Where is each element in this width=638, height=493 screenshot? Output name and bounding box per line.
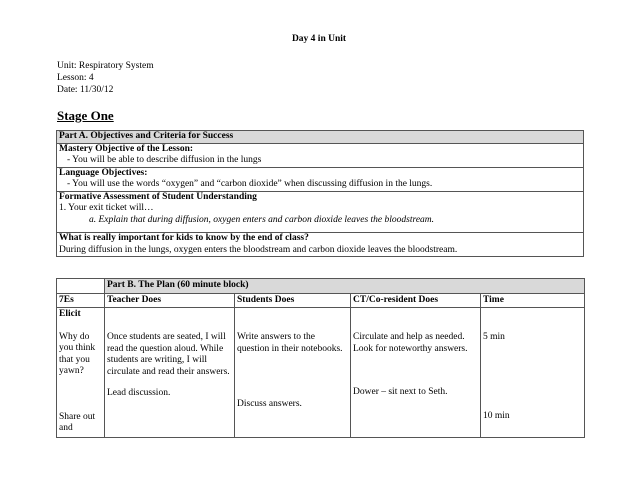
teacher-row2: Lead discussion. <box>107 388 171 398</box>
unit-line: Unit: Respiratory System <box>57 61 154 71</box>
teacher-cell <box>105 308 235 438</box>
col-ct: CT/Co-resident Does <box>351 293 481 308</box>
formative-item-2: a. Explain that during diffusion, oxygen enters and carbon dioxide leaves the bloodstream. <box>89 214 435 225</box>
students-row2: Discuss answers. <box>237 399 302 409</box>
elicit-label: Elicit <box>59 309 81 319</box>
es-row1: Why do you think that you yawn? <box>59 331 96 376</box>
teacher-gap <box>107 378 232 388</box>
time-gap <box>483 344 582 411</box>
students-spacer <box>237 309 348 332</box>
time-row1: 5 min <box>483 332 505 342</box>
document-title: Day 4 in Unit <box>291 34 347 44</box>
col-students: Students Does <box>235 293 351 308</box>
col-time: Time <box>481 293 585 308</box>
students-row1: Write answers to the question in their notebooks. <box>237 332 343 354</box>
language-item: - You will use the words “oxygen” and “carbon dioxide” when discussing diffusion in the lungs. <box>67 179 433 189</box>
date-line: Date: 11/30/12 <box>57 85 114 95</box>
part-b-table <box>56 278 585 438</box>
mastery-cell <box>57 143 584 167</box>
col-teacher: Teacher Does <box>105 293 235 308</box>
ct-cell <box>351 308 481 438</box>
lesson-line: Lesson: 4 <box>57 73 94 83</box>
es-row2: Share out and <box>59 411 96 433</box>
important-title: What is really important for kids to know by the end of class? <box>59 233 309 243</box>
ct-spacer <box>353 309 478 332</box>
time-row2: 10 min <box>483 410 510 421</box>
es-spacer <box>59 321 102 332</box>
formative-cell <box>57 191 584 233</box>
time-cell <box>481 308 585 438</box>
time-spacer <box>483 309 582 332</box>
teacher-bottom <box>107 400 232 436</box>
stage-heading: Stage One <box>57 108 114 123</box>
language-cell <box>57 167 584 191</box>
part-b-corner <box>57 279 105 294</box>
students-gap <box>237 355 348 399</box>
ct-row2: Dower – sit next to Seth. <box>353 387 448 397</box>
formative-title: Formative Assessment of Student Understanding <box>59 191 257 202</box>
language-title: Language Objectives: <box>59 167 148 178</box>
formative-spacer <box>59 226 581 232</box>
col-7es: 7Es <box>57 293 105 308</box>
teacher-row1: Once students are seated, I will read the question aloud. While students are writing, I will circulate and read their answers. <box>107 332 230 377</box>
students-cell <box>235 308 351 438</box>
mastery-item: - You will be able to describe diffusion in the lungs <box>67 155 262 165</box>
ct-gap <box>353 355 478 387</box>
teacher-spacer <box>107 309 232 332</box>
mastery-title: Mastery Objective of the Lesson: <box>59 143 194 154</box>
part-a-header: Part A. Objectives and Criteria for Success <box>57 131 584 144</box>
es-cell <box>57 308 105 438</box>
part-b-header: Part B. The Plan (60 minute block) <box>105 279 585 294</box>
important-text: During diffusion in the lungs, oxygen enters the bloodstream and carbon dioxide leaves the bloodstream. <box>59 244 458 255</box>
formative-item-1: 1. Your exit ticket will… <box>59 203 154 213</box>
important-cell <box>57 233 584 257</box>
lesson-meta <box>57 60 154 96</box>
es-spacer-2 <box>59 378 102 412</box>
ct-row1: Circulate and help as needed. Look for noteworthy answers. <box>353 332 468 354</box>
part-a-table <box>56 130 584 257</box>
